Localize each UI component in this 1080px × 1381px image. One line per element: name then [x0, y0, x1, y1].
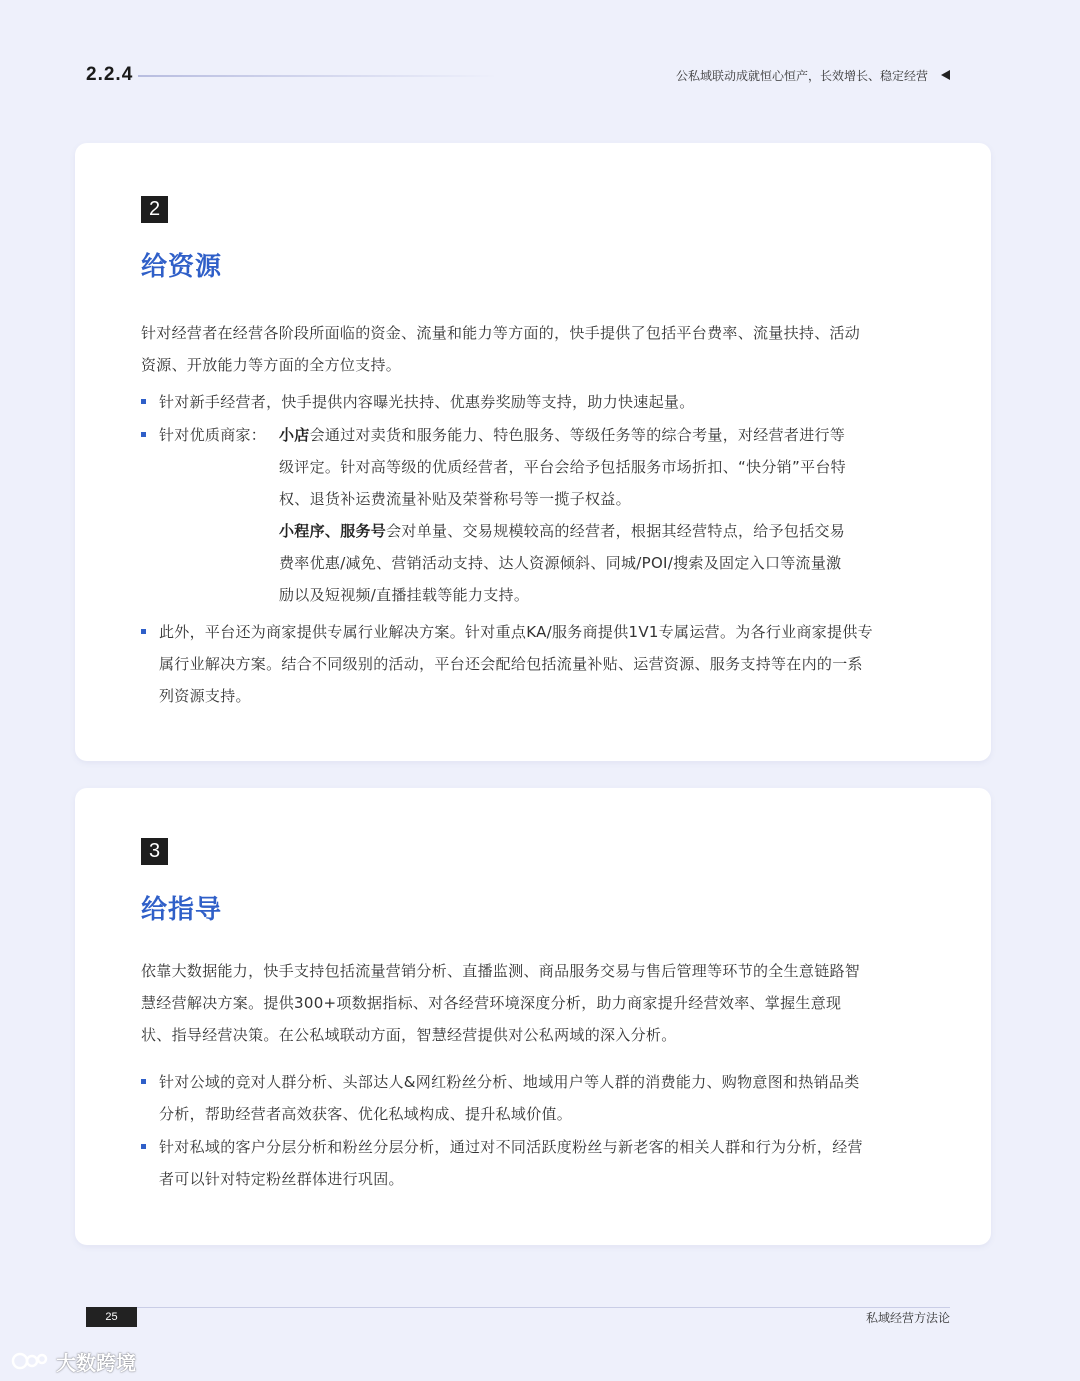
section-heading: 给资源 — [141, 252, 223, 282]
text-line: 属行业解决方案。结合不同级别的活动，平台还会配给包括流量补贴、运营资源、服务支持等在内的一系 — [159, 655, 863, 673]
intro-paragraph — [141, 955, 931, 1051]
text-line: 者可以针对特定粉丝群体进行巩固。 — [159, 1170, 404, 1188]
text-line: 列资源支持。 — [159, 687, 251, 705]
text-line: 慧经营解决方案。提供300+项数据指标、对各经营环境深度分析，助力商家提升经营效率、掌握生意现 — [141, 994, 842, 1012]
sub-block-miniprogram — [279, 515, 909, 611]
bullet-icon — [141, 1079, 146, 1084]
text-line: 励以及短视频/直播挂载等能力支持。 — [279, 586, 530, 604]
section-number: 2.2.4 — [86, 64, 134, 85]
bold-term: 小程序、服务号 — [279, 522, 387, 540]
list-item — [141, 616, 931, 712]
text-line: 小店会通过对卖货和服务能力、特色服务、等级任务等的综合考量，对经营者进行等 — [279, 426, 846, 444]
text-line: 资源、开放能力等方面的全方位支持。 — [141, 356, 402, 374]
text-line: 状、指导经营决策。在公私域联动方面，智慧经营提供对公私两域的深入分析。 — [141, 1026, 677, 1044]
footer-title: 私域经营方法论 — [865, 1311, 950, 1325]
triangle-left-icon — [941, 70, 950, 80]
watermark — [10, 1346, 136, 1376]
list-item — [141, 386, 931, 418]
text-line: 小程序、服务号会对单量、交易规模较高的经营者，根据其经营特点，给予包括交易 — [279, 522, 846, 540]
intro-paragraph — [141, 317, 931, 381]
bullet-icon — [141, 432, 146, 437]
footer-divider — [137, 1307, 950, 1308]
watermark-text: 大数跨境 — [56, 1350, 136, 1375]
section-number-badge: 2 — [141, 196, 168, 223]
section-heading: 给指导 — [141, 895, 223, 925]
text-line: 此外，平台还为商家提供专属行业解决方案。针对重点KA/服务商提供1V1专属运营。为各行业商家提供专 — [159, 623, 873, 641]
text-line: 依靠大数据能力，快手支持包括流量营销分析、直播监测、商品服务交易与售后管理等环节的全生意链路智 — [141, 962, 861, 980]
watermark-logo-icon — [10, 1350, 50, 1372]
text-line: 针对新手经营者，快手提供内容曝光扶持、优惠券奖励等支持，助力快速起量。 — [159, 393, 695, 411]
text-line: 费率优惠/减免、营销活动支持、达人资源倾斜、同城/POI/搜索及固定入口等流量激 — [279, 554, 842, 572]
bullet-icon — [141, 1144, 146, 1149]
text-line: 针对私域的客户分层分析和粉丝分层分析，通过对不同活跃度粉丝与新老客的相关人群和行为分析，经营 — [159, 1138, 863, 1156]
page-header — [86, 62, 950, 90]
text-line: 权、退货补运费流量补贴及荣誉称号等一揽子权益。 — [279, 490, 631, 508]
list-item — [141, 1066, 931, 1130]
header-title: 公私域联动成就恒心恒产，长效增长、稳定经营 — [675, 69, 928, 83]
bullet-icon — [141, 629, 146, 634]
text-line: 级评定。针对高等级的优质经营者，平台会给予包括服务市场折扣、“快分销”平台特 — [279, 458, 846, 476]
list-item — [141, 1131, 931, 1195]
page-number: 25 — [86, 1307, 137, 1327]
header-divider — [138, 75, 498, 77]
resource-card — [75, 143, 991, 761]
text-line: 针对公域的竞对人群分析、头部达人&网红粉丝分析、地域用户等人群的消费能力、购物意图和热销品类 — [159, 1073, 860, 1091]
section-number-badge: 3 — [141, 838, 168, 865]
bullet-icon — [141, 399, 146, 404]
text-line: 针对经营者在经营各阶段所面临的资金、流量和能力等方面的，快手提供了包括平台费率、流量扶持、活动 — [141, 324, 861, 342]
sub-block-store — [279, 419, 909, 515]
bullet-label: 针对优质商家： — [159, 426, 267, 444]
text-line: 分析，帮助经营者高效获客、优化私域构成、提升私域价值。 — [159, 1105, 573, 1123]
guidance-card — [75, 788, 991, 1245]
bold-term: 小店 — [279, 426, 310, 444]
list-item — [141, 419, 931, 609]
